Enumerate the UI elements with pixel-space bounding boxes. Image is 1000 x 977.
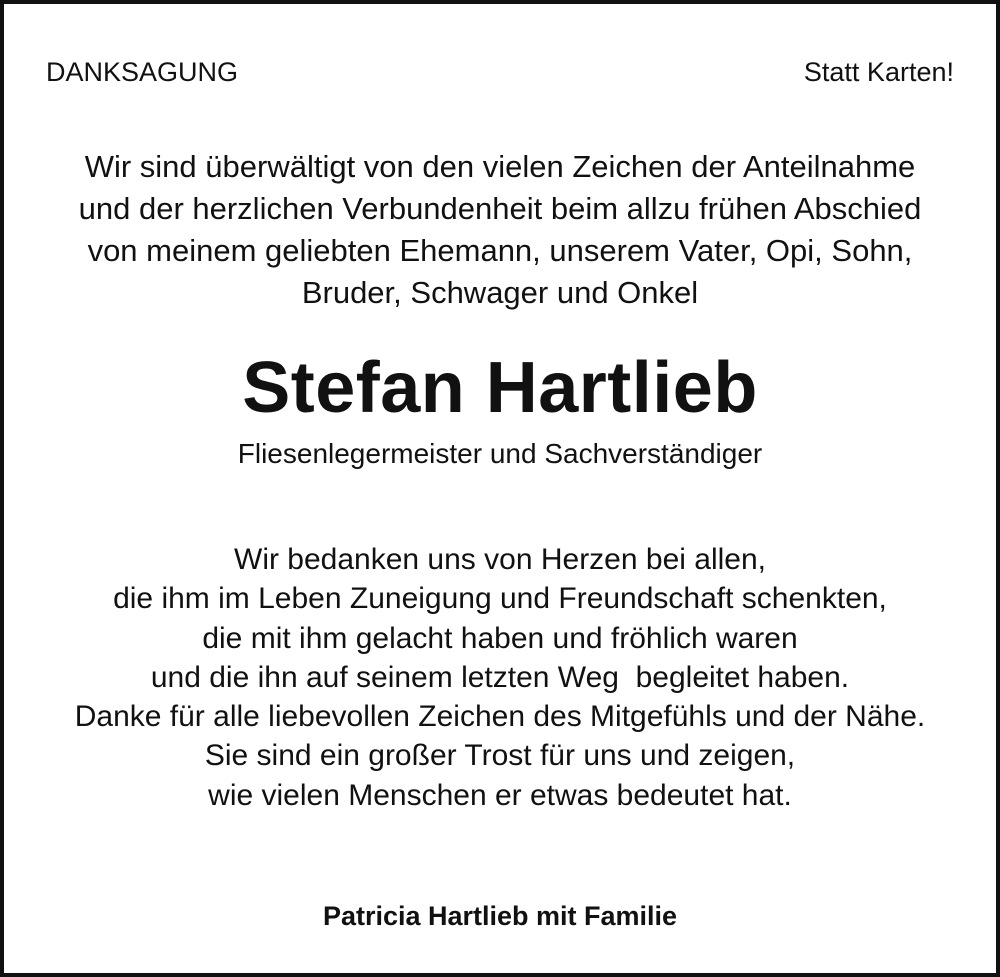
deceased-profession: Fliesenlegermeister und Sachverständiger <box>237 438 763 469</box>
signature: Patricia Hartlieb mit Familie <box>322 901 678 931</box>
intro-line: Bruder, Schwager und Onkel <box>301 275 699 310</box>
heading-danksagung: DANKSAGUNG <box>46 57 239 87</box>
thanks-line: Danke für alle liebevollen Zeichen des Mitgefühls und der Nähe. <box>74 700 926 734</box>
thanks-line: die mit ihm gelacht haben und fröhlich waren <box>202 621 798 655</box>
thanks-line: Wir bedanken uns von Herzen bei allen, <box>234 543 766 576</box>
thanks-line: die ihm im Leben Zuneigung und Freundschaft schenkten, <box>113 582 887 616</box>
thanks-paragraph <box>4 540 996 815</box>
deceased-name: Stefan Hartlieb <box>242 348 758 428</box>
thanks-line: und die ihn auf seinem letzten Weg begleitet haben. <box>150 660 850 694</box>
intro-line: von meinem geliebten Ehemann, unserem Vater, Opi, Sohn, <box>87 233 913 268</box>
intro-line: und der herzlichen Verbundenheit beim allzu frühen Abschied <box>78 191 922 226</box>
intro-line: Wir sind überwältigt von den vielen Zeichen der Anteilnahme <box>84 149 916 184</box>
thanks-line: Sie sind ein großer Trost für uns und zeigen, <box>204 739 796 773</box>
heading-statt-karten: Statt Karten! <box>803 57 954 87</box>
thanks-line: wie vielen Menschen er etwas bedeutet hat. <box>208 778 792 812</box>
intro-paragraph <box>4 146 996 314</box>
